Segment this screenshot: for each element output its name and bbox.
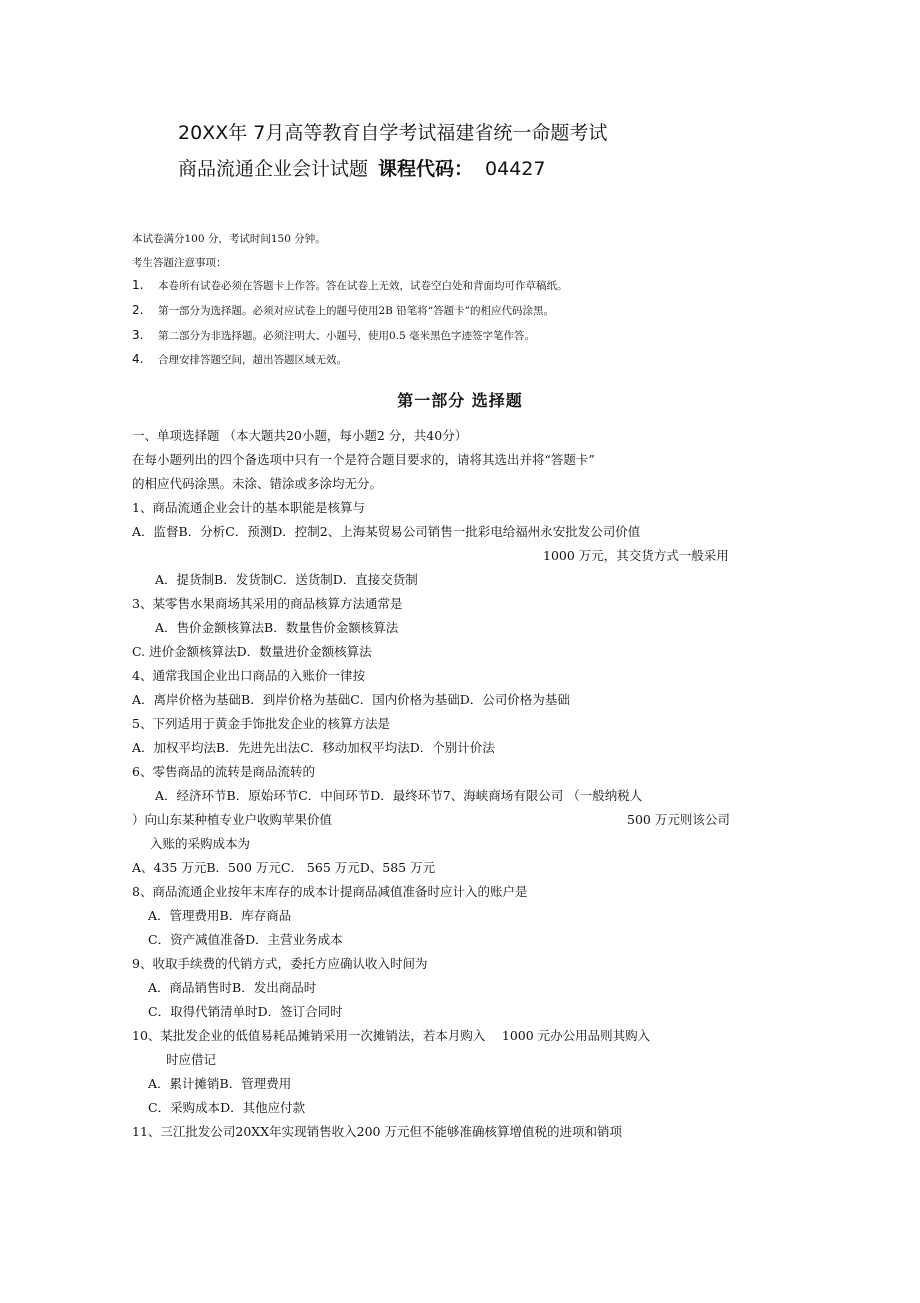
question-line: 6、零售商品的流转是商品流转的	[132, 764, 315, 779]
section-instructions: 一、单项选择题 （本大题共20小题，每小题2 分，共40分）	[132, 428, 468, 443]
instruction-line: 在每小题列出的四个备选项中只有一个是符合题目要求的，请将其选出并将“答题卡”	[132, 452, 595, 467]
question-line: 8、商品流通企业按年末库存的成本计提商品减值准备时应计入的账户是	[132, 884, 528, 899]
notice-item	[132, 328, 535, 343]
question-line: 9、收取手续费的代销方式，委托方应确认收入时间为	[132, 956, 428, 971]
option-line: A．商品销售时B．发出商品时	[148, 980, 317, 995]
option-line: A．售价金额核算法B．数量售价金额核算法	[155, 620, 399, 635]
question-line: 11、三江批发公司20XX年实现销售收入200 万元但不能够准确核算增值税的进项和销项	[132, 1124, 622, 1139]
exam-subtitle	[178, 154, 545, 181]
notice-item-number: 1.	[132, 278, 144, 292]
notice-heading: 考生答题注意事项：	[132, 257, 227, 269]
question-line: 500 万元则该公司	[627, 812, 730, 827]
option-line: A．管理费用B．库存商品	[148, 908, 292, 923]
question-line: 10、某批发企业的低值易耗品摊销采用一次摊销法，若本月购入 1000 元办公用品则其购入	[132, 1028, 651, 1043]
notice-item-text: 合理安排答题空间，超出答题区域无效。	[158, 354, 347, 366]
notice-item-number: 4.	[132, 352, 144, 366]
question-line: 1000 万元，其交货方式一般采用	[543, 548, 729, 563]
option-line: A、435 万元B．500 万元C． 565 万元D、585 万元	[132, 860, 436, 875]
question-line: 入账的采购成本为	[150, 836, 251, 851]
option-line: A．离岸价格为基础B．到岸价格为基础C．国内价格为基础D．公司价格为基础	[132, 692, 570, 707]
notice-item-number: 3.	[132, 328, 144, 342]
question-line: ）向山东某种植专业户收购苹果价值	[132, 812, 333, 827]
option-line: A．累计摊销B．管理费用	[148, 1076, 292, 1091]
notice-item-text: 本卷所有试卷必须在答题卡上作答。答在试卷上无效，试卷空白处和背面均可作草稿纸。	[158, 280, 568, 292]
notice-item-text: 第一部分为选择题。必须对应试卷上的题号使用2B 铅笔将“答题卡”的相应代码涂黑。	[158, 305, 554, 317]
option-line: A．加权平均法B．先进先出法C．移动加权平均法D．个别计价法	[132, 740, 495, 755]
question-line: 4、通常我国企业出口商品的入账价一律按	[132, 668, 365, 683]
question-line: A．监督B．分析C．预测D．控制2、上海某贸易公司销售一批彩电给福州永安批发公司价值	[132, 524, 641, 539]
option-line: A．经济环节B．原始环节C．中间环节D．最终环节7、海峡商场有限公司 （一般纳税人	[155, 788, 643, 803]
course-name: 商品流通企业会计试题	[178, 158, 369, 180]
exam-title: 20XX年 7月高等教育自学考试福建省统一命题考试	[178, 122, 608, 144]
course-code-label: 课程代码：	[378, 158, 474, 180]
exam-intro: 本试卷满分100 分，考试时间150 分钟。	[132, 233, 326, 245]
option-line: C. 进价金额核算法D．数量进价金额核算法	[132, 644, 372, 659]
option-line: C．取得代销清单时D．签订合同时	[148, 1004, 343, 1019]
question-line: 5、下列适用于黄金手饰批发企业的核算方法是	[132, 716, 390, 731]
course-code: 04427	[485, 158, 546, 180]
instruction-line: 的相应代码涂黑。未涂、错涂或多涂均无分。	[132, 476, 383, 491]
question-line: 1、商品流通企业会计的基本职能是核算与	[132, 500, 365, 515]
notice-item-number: 2.	[132, 303, 144, 317]
question-line: 时应借记	[166, 1052, 217, 1067]
option-line: C．资产减值准备D．主营业务成本	[148, 932, 343, 947]
question-line: 3、某零售水果商场其采用的商品核算方法通常是	[132, 596, 403, 611]
notice-item	[132, 352, 347, 367]
option-line: C．采购成本D．其他应付款	[148, 1100, 306, 1115]
option-line: A．提货制B．发货制C．送货制D．直接交货制	[155, 572, 418, 587]
section-title: 第一部分 选择题	[397, 391, 523, 410]
notice-item-text: 第二部分为非选择题。必须注明大、小题号，使用0.5 毫米黑色字迹签字笔作答。	[158, 330, 536, 342]
notice-item	[132, 278, 568, 293]
notice-item	[132, 303, 554, 318]
